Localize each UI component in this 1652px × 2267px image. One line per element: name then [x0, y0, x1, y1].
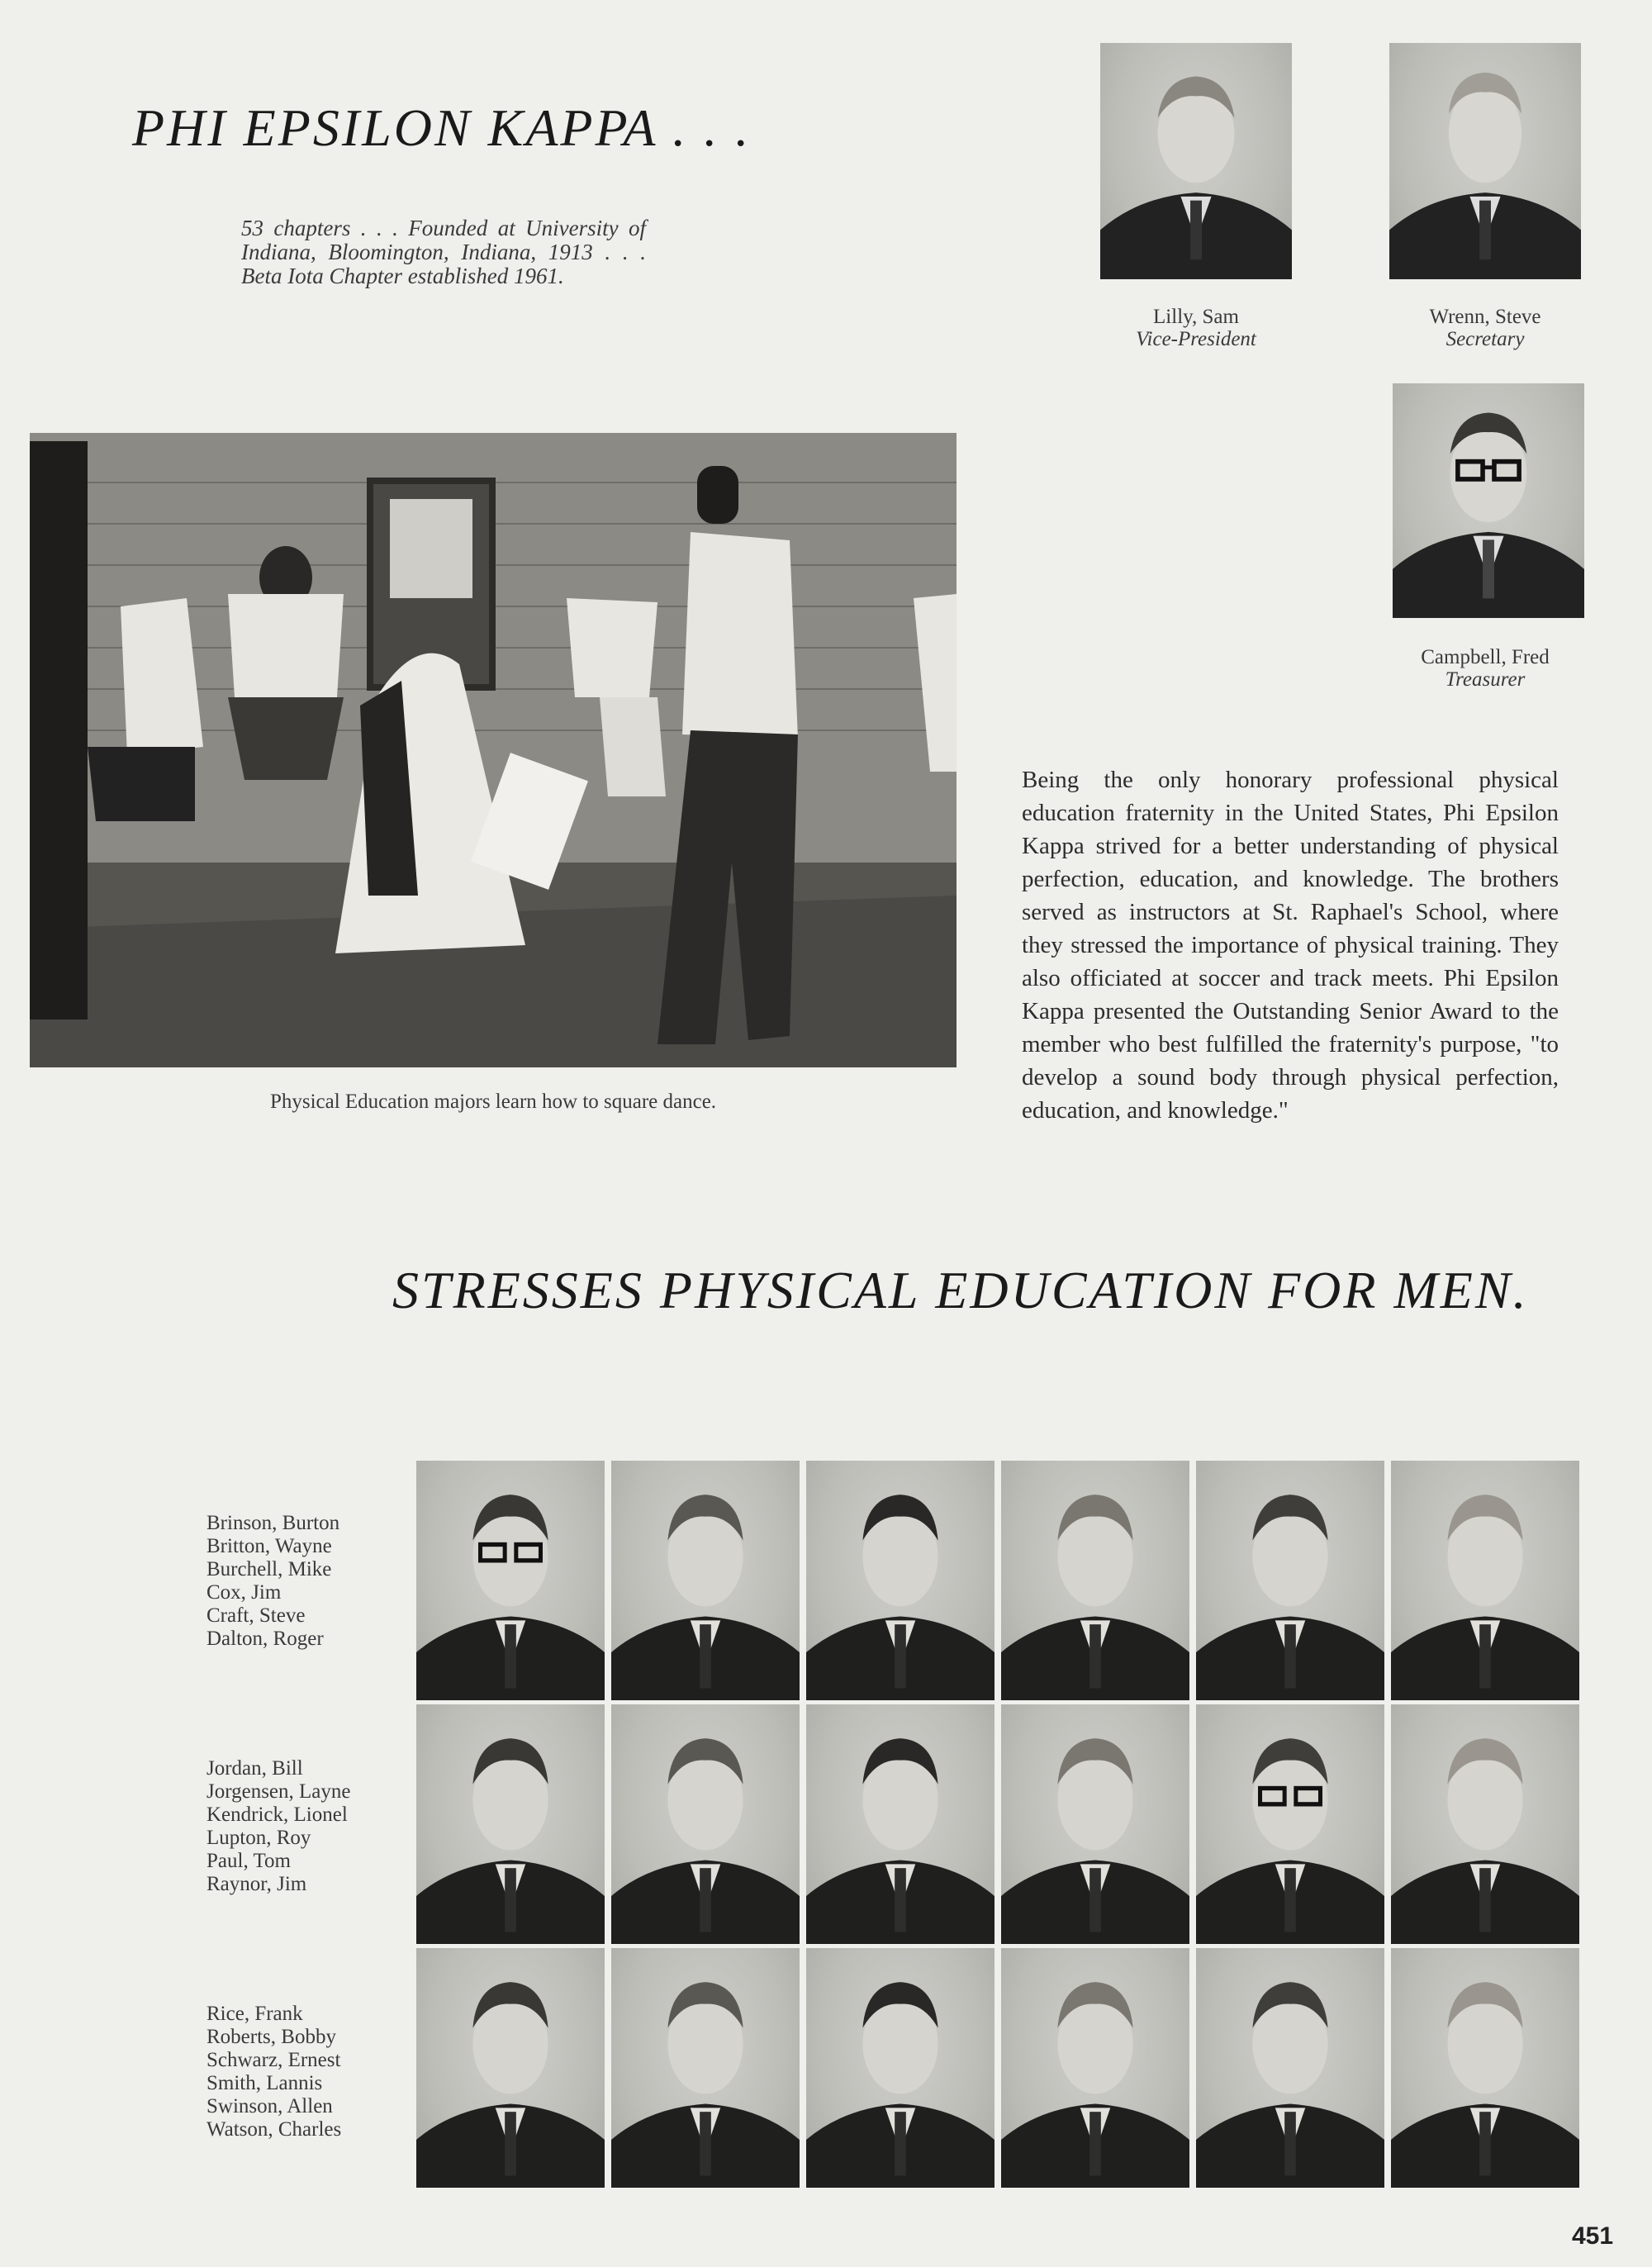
member-portrait	[611, 1461, 800, 1700]
member-portrait	[416, 1948, 605, 2188]
member-name: Schwarz, Ernest	[206, 2049, 341, 2071]
member-names-row-3	[206, 2003, 341, 2141]
member-portrait	[416, 1704, 605, 1944]
officer-role: Vice-President	[1136, 328, 1256, 350]
section-subtitle: STRESSES PHYSICAL EDUCATION FOR MEN.	[392, 1261, 1529, 1319]
member-name: Watson, Charles	[206, 2118, 342, 2141]
officer-caption	[1355, 646, 1616, 691]
member-portrait	[611, 1948, 800, 2188]
member-name: Cox, Jim	[206, 1581, 282, 1604]
member-portrait	[1001, 1704, 1189, 1944]
member-portrait	[611, 1704, 800, 1944]
member-portrait-grid	[416, 1461, 1586, 2188]
member-name: Raynor, Jim	[206, 1873, 307, 1895]
member-names-row-1	[206, 1512, 339, 1651]
body-paragraph: Being the only honorary professional physical education fraternity in the United States, Phi Epsilon Kappa strived for a better understanding of physical perfection, education, and knowledge. The brothers served as instructors at St. Raphael's School, where they stressed the importance of physical training. They also officiated at soccer and track meets. Phi Epsilon Kappa presented the Outstanding Senior Award to the member who best fulfilled the fraternity's purpose, "to develop a sound body through physical perfection, education, and knowledge."	[1022, 767, 1559, 1124]
page-number: 451	[1572, 2222, 1614, 2250]
member-portrait	[1196, 1461, 1384, 1700]
officer-role: Treasurer	[1445, 668, 1526, 691]
member-name: Kendrick, Lionel	[206, 1804, 348, 1826]
member-portrait	[1196, 1948, 1384, 2188]
officer-role: Secretary	[1446, 328, 1525, 350]
officer-name: Wrenn, Steve	[1429, 306, 1541, 328]
member-portrait	[1391, 1948, 1579, 2188]
officer-caption	[1066, 306, 1327, 350]
officer-portrait	[1389, 43, 1581, 279]
member-name: Smith, Lannis	[206, 2072, 323, 2094]
officer-name: Campbell, Fred	[1421, 646, 1550, 668]
officer-caption	[1355, 306, 1616, 350]
member-name: Swinson, Allen	[206, 2095, 333, 2117]
founding-note: 53 chapters . . . Founded at University of Indiana, Bloomington, Indiana, 1913 . . . Beta Iota Chapter established 1961.	[241, 216, 646, 288]
officer-portrait	[1393, 383, 1584, 618]
member-portrait	[806, 1704, 995, 1944]
member-name: Jorgensen, Layne	[206, 1780, 351, 1803]
member-portrait	[1391, 1461, 1579, 1700]
member-portrait	[1001, 1948, 1189, 2188]
member-names-row-2	[206, 1757, 351, 1896]
member-portrait	[806, 1461, 995, 1700]
member-portrait	[1196, 1704, 1384, 1944]
photo-caption: Physical Education majors learn how to square dance.	[269, 1091, 717, 1113]
member-name: Britton, Wayne	[206, 1535, 332, 1557]
member-name: Burchell, Mike	[206, 1558, 332, 1580]
member-name: Paul, Tom	[206, 1850, 291, 1872]
member-name: Craft, Steve	[206, 1604, 306, 1627]
member-portrait	[1391, 1704, 1579, 1944]
member-name: Rice, Frank	[206, 2003, 303, 2025]
member-name: Roberts, Bobby	[206, 2026, 336, 2048]
officer-name: Lilly, Sam	[1153, 306, 1239, 328]
member-portrait	[806, 1948, 995, 2188]
member-name: Brinson, Burton	[206, 1512, 340, 1534]
page-title: PHI EPSILON KAPPA . . .	[132, 98, 752, 157]
square-dance-photo	[30, 433, 957, 1067]
member-name: Jordan, Bill	[206, 1757, 303, 1780]
member-name: Lupton, Roy	[206, 1827, 311, 1849]
member-portrait	[416, 1461, 605, 1700]
member-name: Dalton, Roger	[206, 1628, 324, 1650]
officer-portrait	[1100, 43, 1292, 279]
member-portrait	[1001, 1461, 1189, 1700]
